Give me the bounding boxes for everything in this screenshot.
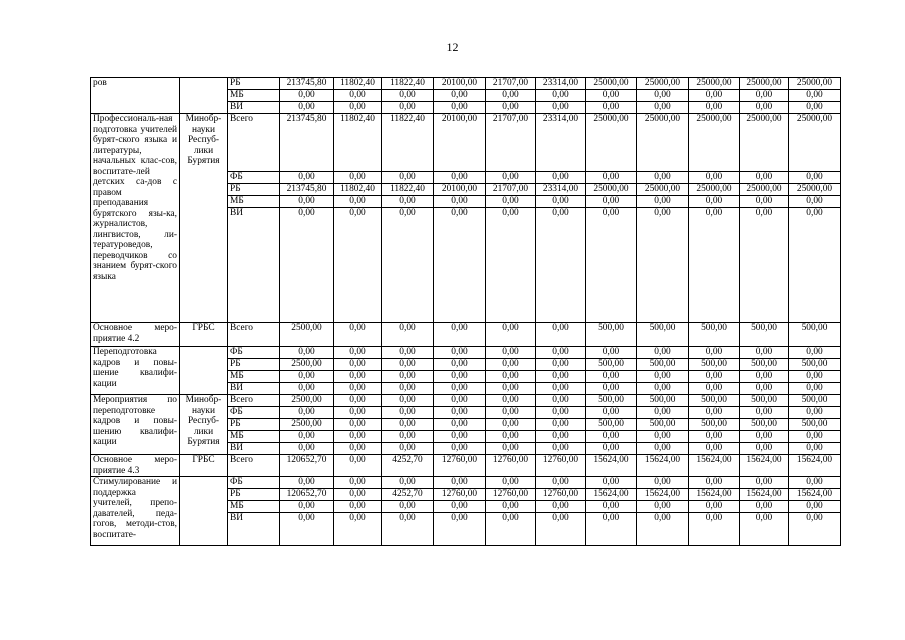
amount-cell: 500,00 — [789, 323, 841, 347]
amount-cell: 0,00 — [689, 347, 740, 359]
amount-cell: 0,00 — [434, 208, 486, 323]
amount-cell: 500,00 — [586, 395, 637, 407]
amount-cell: 500,00 — [689, 419, 740, 431]
responsible-executor: ГРБС — [180, 323, 228, 347]
amount-cell: 12760,00 — [434, 455, 486, 477]
amount-cell: 0,00 — [280, 443, 334, 455]
amount-cell: 0,00 — [740, 371, 789, 383]
amount-cell: 0,00 — [382, 359, 434, 371]
amount-cell: 0,00 — [689, 90, 740, 102]
amount-cell: 0,00 — [586, 407, 637, 419]
amount-cell: 0,00 — [740, 90, 789, 102]
amount-cell: 25000,00 — [789, 78, 841, 90]
amount-cell: 0,00 — [382, 371, 434, 383]
amount-cell: 0,00 — [334, 90, 382, 102]
amount-cell: 0,00 — [689, 371, 740, 383]
amount-cell: 0,00 — [334, 455, 382, 477]
amount-cell: 25000,00 — [637, 114, 689, 172]
amount-cell: 0,00 — [280, 196, 334, 208]
amount-cell: 0,00 — [280, 407, 334, 419]
responsible-executor — [180, 78, 228, 114]
funding-source: ВИ — [228, 102, 280, 114]
amount-cell: 0,00 — [334, 172, 382, 184]
amount-cell: 0,00 — [382, 395, 434, 407]
amount-cell: 0,00 — [434, 102, 486, 114]
amount-cell: 0,00 — [536, 431, 586, 443]
funding-source: Всего — [228, 114, 280, 172]
amount-cell: 12760,00 — [486, 489, 536, 501]
amount-cell: 0,00 — [486, 371, 536, 383]
amount-cell: 0,00 — [740, 443, 789, 455]
activity-name: Профессиональ-ная подготовка учителей бурят-ского языка и литературы, начальных клас-сов, воспитате-лей детских са-дов с правом преподавания бурятского язы-ка, журналистов, лингвистов, ли-тературоведов, переводчиков со знанием бурят-ского языка — [91, 114, 180, 323]
amount-cell: 0,00 — [789, 90, 841, 102]
amount-cell: 0,00 — [334, 443, 382, 455]
funding-source: ФБ — [228, 347, 280, 359]
amount-cell: 0,00 — [637, 383, 689, 395]
responsible-executor: Минобр-науки Респуб-лики Бурятия — [180, 395, 228, 455]
amount-cell: 0,00 — [740, 102, 789, 114]
funding-source: ВИ — [228, 443, 280, 455]
amount-cell: 11802,40 — [334, 184, 382, 196]
funding-source: ФБ — [228, 407, 280, 419]
amount-cell: 0,00 — [334, 208, 382, 323]
amount-cell: 0,00 — [382, 172, 434, 184]
amount-cell: 0,00 — [689, 208, 740, 323]
amount-cell: 0,00 — [689, 383, 740, 395]
amount-cell: 0,00 — [586, 208, 637, 323]
amount-cell: 11822,40 — [382, 114, 434, 172]
amount-cell: 0,00 — [280, 347, 334, 359]
amount-cell: 0,00 — [382, 501, 434, 513]
amount-cell: 0,00 — [586, 443, 637, 455]
amount-cell: 15624,00 — [740, 489, 789, 501]
amount-cell: 0,00 — [334, 407, 382, 419]
amount-cell: 15624,00 — [586, 489, 637, 501]
amount-cell: 25000,00 — [689, 184, 740, 196]
amount-cell: 0,00 — [382, 347, 434, 359]
funding-source: РБ — [228, 359, 280, 371]
amount-cell: 0,00 — [689, 513, 740, 546]
amount-cell: 12760,00 — [434, 489, 486, 501]
amount-cell: 15624,00 — [789, 455, 841, 477]
amount-cell: 25000,00 — [586, 184, 637, 196]
amount-cell: 20100,00 — [434, 114, 486, 172]
amount-cell: 0,00 — [536, 513, 586, 546]
amount-cell: 0,00 — [536, 90, 586, 102]
amount-cell: 0,00 — [536, 407, 586, 419]
amount-cell: 0,00 — [637, 431, 689, 443]
amount-cell: 0,00 — [486, 347, 536, 359]
amount-cell: 0,00 — [586, 90, 637, 102]
amount-cell: 0,00 — [382, 208, 434, 323]
amount-cell: 0,00 — [434, 419, 486, 431]
amount-cell: 25000,00 — [586, 114, 637, 172]
funding-source: МБ — [228, 196, 280, 208]
amount-cell: 0,00 — [536, 102, 586, 114]
amount-cell: 0,00 — [586, 172, 637, 184]
amount-cell: 0,00 — [334, 323, 382, 347]
amount-cell: 0,00 — [536, 501, 586, 513]
responsible-executor — [180, 347, 228, 395]
responsible-executor — [180, 477, 228, 546]
amount-cell: 500,00 — [637, 419, 689, 431]
amount-cell: 500,00 — [789, 359, 841, 371]
amount-cell: 0,00 — [486, 208, 536, 323]
amount-cell: 0,00 — [740, 208, 789, 323]
amount-cell: 25000,00 — [789, 184, 841, 196]
amount-cell: 0,00 — [486, 359, 536, 371]
amount-cell: 25000,00 — [689, 78, 740, 90]
amount-cell: 0,00 — [486, 431, 536, 443]
amount-cell: 0,00 — [382, 90, 434, 102]
amount-cell: 0,00 — [280, 208, 334, 323]
responsible-executor: ГРБС — [180, 455, 228, 477]
amount-cell: 25000,00 — [637, 184, 689, 196]
amount-cell: 0,00 — [789, 196, 841, 208]
amount-cell: 0,00 — [637, 102, 689, 114]
amount-cell: 0,00 — [334, 196, 382, 208]
table-row — [91, 78, 841, 90]
amount-cell: 11802,40 — [334, 114, 382, 172]
amount-cell: 0,00 — [434, 443, 486, 455]
amount-cell: 0,00 — [637, 172, 689, 184]
amount-cell: 0,00 — [434, 395, 486, 407]
amount-cell: 500,00 — [689, 395, 740, 407]
amount-cell: 0,00 — [486, 395, 536, 407]
amount-cell: 0,00 — [637, 513, 689, 546]
amount-cell: 0,00 — [789, 431, 841, 443]
amount-cell: 500,00 — [637, 323, 689, 347]
amount-cell: 0,00 — [382, 196, 434, 208]
amount-cell: 0,00 — [586, 196, 637, 208]
amount-cell: 0,00 — [689, 196, 740, 208]
amount-cell: 15624,00 — [637, 455, 689, 477]
amount-cell: 0,00 — [334, 431, 382, 443]
amount-cell: 12760,00 — [536, 455, 586, 477]
amount-cell: 0,00 — [434, 347, 486, 359]
amount-cell: 0,00 — [789, 513, 841, 546]
amount-cell: 0,00 — [637, 347, 689, 359]
amount-cell: 25000,00 — [637, 78, 689, 90]
amount-cell: 0,00 — [689, 102, 740, 114]
funding-source: Всего — [228, 455, 280, 477]
amount-cell: 0,00 — [536, 371, 586, 383]
funding-source: МБ — [228, 501, 280, 513]
amount-cell: 120652,70 — [280, 455, 334, 477]
amount-cell: 0,00 — [334, 395, 382, 407]
amount-cell: 0,00 — [280, 477, 334, 489]
amount-cell: 11822,40 — [382, 78, 434, 90]
amount-cell: 0,00 — [280, 102, 334, 114]
amount-cell: 0,00 — [434, 513, 486, 546]
amount-cell: 0,00 — [689, 172, 740, 184]
amount-cell: 0,00 — [486, 477, 536, 489]
amount-cell: 2500,00 — [280, 359, 334, 371]
amount-cell: 0,00 — [434, 407, 486, 419]
amount-cell: 0,00 — [382, 323, 434, 347]
amount-cell: 2500,00 — [280, 323, 334, 347]
amount-cell: 0,00 — [280, 513, 334, 546]
activity-name: ров — [91, 78, 180, 114]
amount-cell: 500,00 — [740, 359, 789, 371]
amount-cell: 0,00 — [334, 419, 382, 431]
amount-cell: 500,00 — [586, 323, 637, 347]
amount-cell: 0,00 — [334, 383, 382, 395]
table-row — [91, 455, 841, 477]
funding-source: РБ — [228, 78, 280, 90]
amount-cell: 15624,00 — [740, 455, 789, 477]
activity-name: Основное меро-приятие 4.2 — [91, 323, 180, 347]
amount-cell: 0,00 — [740, 347, 789, 359]
amount-cell: 0,00 — [280, 90, 334, 102]
amount-cell: 0,00 — [486, 443, 536, 455]
amount-cell: 0,00 — [740, 431, 789, 443]
amount-cell: 25000,00 — [689, 114, 740, 172]
amount-cell: 0,00 — [434, 431, 486, 443]
amount-cell: 15624,00 — [586, 455, 637, 477]
amount-cell: 0,00 — [536, 383, 586, 395]
amount-cell: 0,00 — [637, 208, 689, 323]
amount-cell: 0,00 — [789, 501, 841, 513]
amount-cell: 25000,00 — [789, 114, 841, 172]
amount-cell: 0,00 — [789, 172, 841, 184]
amount-cell: 0,00 — [280, 431, 334, 443]
activity-name: Стимулирование и поддержка учителей, препо-давателей, педа-гогов, методи-стов, воспитате- — [91, 477, 180, 546]
amount-cell: 4252,70 — [382, 455, 434, 477]
amount-cell: 0,00 — [334, 477, 382, 489]
amount-cell: 0,00 — [740, 383, 789, 395]
amount-cell: 0,00 — [637, 371, 689, 383]
amount-cell: 0,00 — [280, 383, 334, 395]
amount-cell: 0,00 — [280, 371, 334, 383]
amount-cell: 0,00 — [740, 196, 789, 208]
amount-cell: 0,00 — [334, 102, 382, 114]
amount-cell: 0,00 — [486, 102, 536, 114]
amount-cell: 12760,00 — [536, 489, 586, 501]
amount-cell: 213745,80 — [280, 78, 334, 90]
amount-cell: 0,00 — [637, 90, 689, 102]
amount-cell: 0,00 — [382, 443, 434, 455]
amount-cell: 0,00 — [586, 431, 637, 443]
funding-source: МБ — [228, 90, 280, 102]
amount-cell: 0,00 — [486, 172, 536, 184]
table-row — [91, 395, 841, 407]
amount-cell: 2500,00 — [280, 395, 334, 407]
amount-cell: 15624,00 — [789, 489, 841, 501]
funding-source: ФБ — [228, 172, 280, 184]
funding-source: ФБ — [228, 477, 280, 489]
table-row — [91, 347, 841, 359]
amount-cell: 0,00 — [536, 196, 586, 208]
amount-cell: 0,00 — [334, 371, 382, 383]
amount-cell: 0,00 — [334, 501, 382, 513]
amount-cell: 0,00 — [740, 407, 789, 419]
activity-name: Переподготовка кадров и повы-шение квалифи-кации — [91, 347, 180, 395]
amount-cell: 120652,70 — [280, 489, 334, 501]
amount-cell: 15624,00 — [689, 455, 740, 477]
amount-cell: 21707,00 — [486, 78, 536, 90]
amount-cell: 0,00 — [486, 90, 536, 102]
funding-source: ВИ — [228, 208, 280, 323]
table-row — [91, 323, 841, 347]
amount-cell: 500,00 — [740, 323, 789, 347]
funding-source: МБ — [228, 371, 280, 383]
amount-cell: 4252,70 — [382, 489, 434, 501]
amount-cell: 0,00 — [586, 501, 637, 513]
amount-cell: 0,00 — [536, 347, 586, 359]
amount-cell: 0,00 — [486, 513, 536, 546]
amount-cell: 0,00 — [434, 371, 486, 383]
amount-cell: 23314,00 — [536, 184, 586, 196]
amount-cell: 500,00 — [586, 419, 637, 431]
funding-source: ВИ — [228, 383, 280, 395]
amount-cell: 0,00 — [434, 383, 486, 395]
amount-cell: 25000,00 — [586, 78, 637, 90]
amount-cell: 0,00 — [280, 172, 334, 184]
amount-cell: 0,00 — [536, 323, 586, 347]
amount-cell: 0,00 — [789, 477, 841, 489]
amount-cell: 0,00 — [740, 501, 789, 513]
amount-cell: 0,00 — [382, 477, 434, 489]
amount-cell: 0,00 — [689, 431, 740, 443]
amount-cell: 0,00 — [280, 501, 334, 513]
amount-cell: 0,00 — [586, 371, 637, 383]
amount-cell: 0,00 — [334, 347, 382, 359]
amount-cell: 0,00 — [637, 196, 689, 208]
amount-cell: 213745,80 — [280, 114, 334, 172]
amount-cell: 0,00 — [434, 359, 486, 371]
amount-cell: 0,00 — [789, 371, 841, 383]
amount-cell: 0,00 — [637, 407, 689, 419]
funding-source: Всего — [228, 395, 280, 407]
amount-cell: 15624,00 — [689, 489, 740, 501]
amount-cell: 0,00 — [740, 513, 789, 546]
amount-cell: 21707,00 — [486, 114, 536, 172]
amount-cell: 0,00 — [789, 208, 841, 323]
amount-cell: 0,00 — [382, 407, 434, 419]
amount-cell: 0,00 — [434, 501, 486, 513]
amount-cell: 0,00 — [486, 323, 536, 347]
amount-cell: 0,00 — [382, 102, 434, 114]
amount-cell: 0,00 — [486, 383, 536, 395]
amount-cell: 15624,00 — [637, 489, 689, 501]
amount-cell: 0,00 — [382, 383, 434, 395]
funding-source: РБ — [228, 489, 280, 501]
amount-cell: 23314,00 — [536, 78, 586, 90]
amount-cell: 0,00 — [536, 172, 586, 184]
table-row — [91, 477, 841, 489]
amount-cell: 0,00 — [689, 407, 740, 419]
amount-cell: 0,00 — [486, 407, 536, 419]
amount-cell: 500,00 — [637, 359, 689, 371]
responsible-executor: Минобр-науки Респуб-лики Бурятия — [180, 114, 228, 323]
amount-cell: 0,00 — [637, 477, 689, 489]
amount-cell: 0,00 — [536, 359, 586, 371]
activity-name: Мероприятия по переподготовке кадров и повы-шению квалифи-кации — [91, 395, 180, 455]
funding-source: Всего — [228, 323, 280, 347]
amount-cell: 0,00 — [486, 419, 536, 431]
amount-cell: 0,00 — [536, 208, 586, 323]
amount-cell: 20100,00 — [434, 184, 486, 196]
amount-cell: 0,00 — [434, 323, 486, 347]
amount-cell: 0,00 — [434, 172, 486, 184]
amount-cell: 0,00 — [382, 419, 434, 431]
amount-cell: 0,00 — [586, 347, 637, 359]
amount-cell: 0,00 — [637, 501, 689, 513]
amount-cell: 21707,00 — [486, 184, 536, 196]
amount-cell: 0,00 — [434, 90, 486, 102]
amount-cell: 0,00 — [689, 501, 740, 513]
amount-cell: 0,00 — [789, 443, 841, 455]
amount-cell: 20100,00 — [434, 78, 486, 90]
amount-cell: 0,00 — [536, 419, 586, 431]
activity-name: Основное меро-приятие 4.3 — [91, 455, 180, 477]
amount-cell: 0,00 — [689, 443, 740, 455]
amount-cell: 500,00 — [740, 419, 789, 431]
amount-cell: 0,00 — [586, 383, 637, 395]
amount-cell: 0,00 — [689, 477, 740, 489]
amount-cell: 0,00 — [536, 395, 586, 407]
funding-table — [90, 77, 841, 546]
amount-cell: 23314,00 — [536, 114, 586, 172]
amount-cell: 0,00 — [334, 359, 382, 371]
amount-cell: 0,00 — [789, 102, 841, 114]
amount-cell: 25000,00 — [740, 114, 789, 172]
funding-source: МБ — [228, 431, 280, 443]
amount-cell: 12760,00 — [486, 455, 536, 477]
amount-cell: 11802,40 — [334, 78, 382, 90]
amount-cell: 500,00 — [789, 395, 841, 407]
amount-cell: 0,00 — [536, 477, 586, 489]
amount-cell: 25000,00 — [740, 78, 789, 90]
amount-cell: 500,00 — [689, 323, 740, 347]
amount-cell: 500,00 — [637, 395, 689, 407]
amount-cell: 0,00 — [789, 407, 841, 419]
amount-cell: 0,00 — [382, 431, 434, 443]
amount-cell: 0,00 — [586, 513, 637, 546]
amount-cell: 500,00 — [789, 419, 841, 431]
amount-cell: 0,00 — [789, 383, 841, 395]
funding-source: РБ — [228, 419, 280, 431]
amount-cell: 0,00 — [586, 102, 637, 114]
amount-cell: 0,00 — [586, 477, 637, 489]
amount-cell: 0,00 — [382, 513, 434, 546]
amount-cell: 0,00 — [740, 477, 789, 489]
amount-cell: 0,00 — [334, 513, 382, 546]
amount-cell: 500,00 — [586, 359, 637, 371]
amount-cell: 0,00 — [486, 501, 536, 513]
amount-cell: 25000,00 — [740, 184, 789, 196]
amount-cell: 0,00 — [334, 489, 382, 501]
funding-source: ВИ — [228, 513, 280, 546]
amount-cell: 0,00 — [434, 477, 486, 489]
amount-cell: 0,00 — [536, 443, 586, 455]
amount-cell: 500,00 — [689, 359, 740, 371]
amount-cell: 0,00 — [486, 196, 536, 208]
amount-cell: 213745,80 — [280, 184, 334, 196]
amount-cell: 500,00 — [740, 395, 789, 407]
amount-cell: 0,00 — [740, 172, 789, 184]
funding-source: РБ — [228, 184, 280, 196]
amount-cell: 0,00 — [434, 196, 486, 208]
table-row — [91, 114, 841, 172]
amount-cell: 11822,40 — [382, 184, 434, 196]
amount-cell: 2500,00 — [280, 419, 334, 431]
page-number: 12 — [446, 40, 459, 54]
amount-cell: 0,00 — [637, 443, 689, 455]
amount-cell: 0,00 — [789, 347, 841, 359]
